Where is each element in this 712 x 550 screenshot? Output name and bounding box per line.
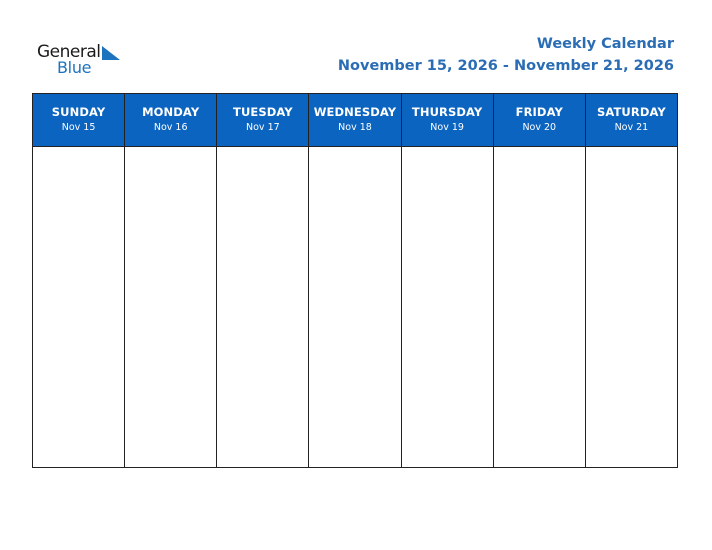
day-header-wednesday [309,94,401,146]
day-date: Nov 18 [338,122,372,133]
day-header-friday [494,94,586,146]
day-cell-wednesday[interactable] [309,147,401,467]
day-header-sunday [33,94,125,146]
day-name: THURSDAY [411,105,483,119]
day-cell-thursday[interactable] [402,147,494,467]
logo-text-general: General [37,42,101,62]
calendar-header-row [33,94,677,147]
day-date: Nov 21 [614,122,649,133]
logo-triangle-icon [100,46,120,60]
day-name: FRIDAY [515,105,563,119]
logo [37,42,127,78]
day-date: Nov 15 [61,122,96,133]
day-header-saturday [586,94,677,146]
day-date: Nov 17 [246,122,280,133]
day-date: Nov 20 [522,122,557,133]
day-date: Nov 19 [430,122,464,133]
day-name: MONDAY [142,105,200,119]
day-header-thursday [402,94,494,146]
day-header-monday [125,94,217,146]
day-name: WEDNESDAY [313,105,397,119]
page-title: Weekly Calendar [536,36,674,52]
day-cell-sunday[interactable] [33,147,125,467]
day-date: Nov 16 [153,122,188,133]
title-block [338,34,674,77]
day-cell-monday[interactable] [125,147,217,467]
weekly-calendar-grid [32,93,678,468]
day-header-tuesday [217,94,309,146]
logo-text-blue: Blue [57,58,92,77]
day-cell-saturday[interactable] [586,147,677,467]
day-name: TUESDAY [233,105,293,119]
calendar-body-row [33,147,677,467]
day-name: SUNDAY [51,105,106,119]
day-name: SATURDAY [597,105,666,119]
date-range: November 15, 2026 - November 21, 2026 [337,58,674,74]
day-cell-tuesday[interactable] [217,147,309,467]
day-cell-friday[interactable] [494,147,586,467]
